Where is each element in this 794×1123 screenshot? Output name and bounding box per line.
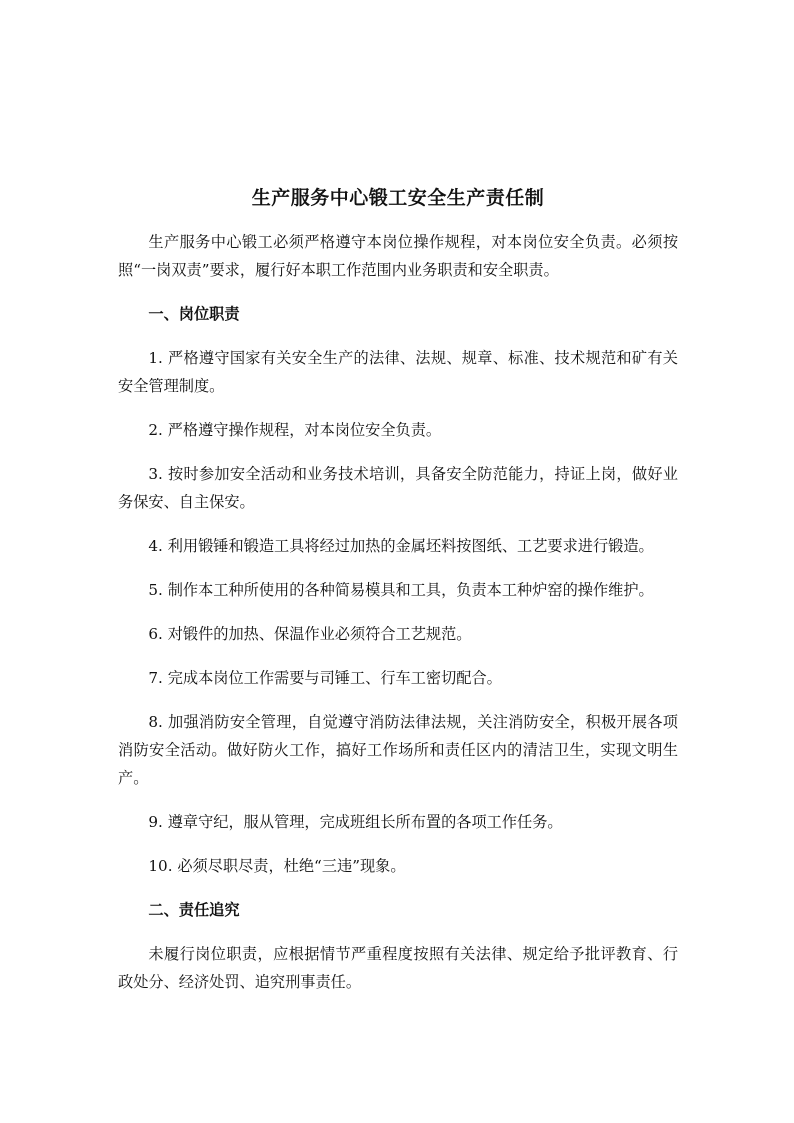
- duty-item-1: 1. 严格遵守国家有关安全生产的法律、法规、规章、标准、技术规范和矿有关安全管理制度。: [118, 349, 678, 395]
- document-title: 生产服务中心锻工安全生产责任制: [251, 187, 545, 209]
- section-heading-accountability: 二、责任追究: [148, 901, 240, 919]
- duty-item-6: 6. 对锻件的加热、保温作业必须符合工艺规范。: [148, 625, 472, 643]
- accountability-paragraph: 未履行岗位职责，应根据情节严重程度按照有关法律、规定给予批评教育、行政处分、经济处罚、追究刑事责任。: [118, 945, 678, 991]
- duty-item-7: 7. 完成本岗位工作需要与司锤工、行车工密切配合。: [148, 669, 502, 687]
- duty-item-5: 5. 制作本工种所使用的各种简易模具和工具，负责本工种炉窑的操作维护。: [148, 581, 654, 599]
- document-body: [118, 178, 678, 1012]
- section-heading-duties: 一、岗位职责: [148, 305, 240, 323]
- duty-item-3: 3. 按时参加安全活动和业务技术培训，具备安全防范能力，持证上岗，做好业务保安、自主保安。: [118, 465, 678, 511]
- duty-item-2: 2. 严格遵守操作规程，对本岗位安全负责。: [148, 421, 442, 439]
- duty-item-9: 9. 遵章守纪，服从管理，完成班组长所布置的各项工作任务。: [148, 813, 563, 831]
- duty-item-4: 4. 利用锻锤和锻造工具将经过加热的金属坯料按图纸、工艺要求进行锻造。: [148, 537, 654, 555]
- duty-item-10: 10. 必须尽职尽责，杜绝“三违”现象。: [148, 857, 406, 875]
- duty-item-8: 8. 加强消防安全管理，自觉遵守消防法律法规，关注消防安全，积极开展各项消防安全活动。做好防火工作，搞好工作场所和责任区内的清洁卫生，实现文明生产。: [118, 713, 678, 787]
- intro-paragraph: 生产服务中心锻工必须严格遵守本岗位操作规程，对本岗位安全负责。必须按照“一岗双责”要求，履行好本职工作范围内业务职责和安全职责。: [118, 233, 678, 279]
